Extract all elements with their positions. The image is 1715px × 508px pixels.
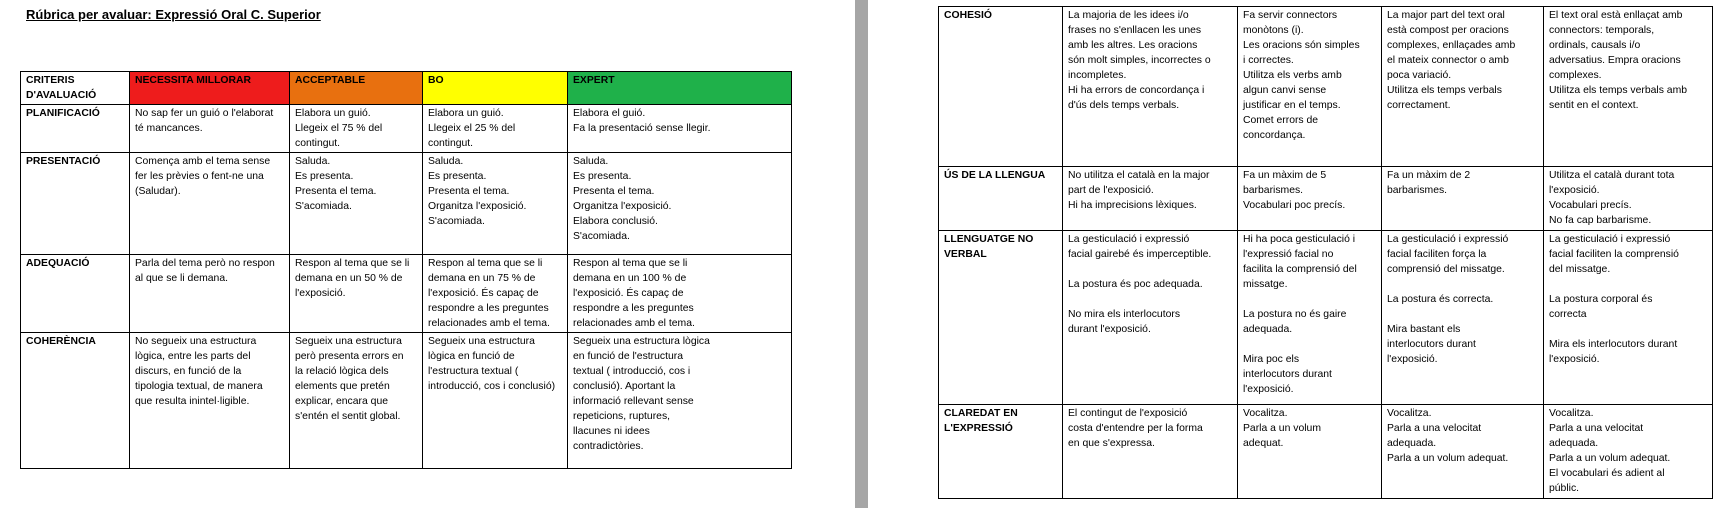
header-row [21, 72, 792, 105]
rubric-cell: Fa un màxim de 2 barbarismes. [1382, 167, 1544, 231]
rubric-cell: Segueix una estructura lògica en funció de l'estructura textual ( introducció, cos i conclusió). Aportant la informació rellevant sense repeticions, ruptures, llacunes ni idees contradictòries. [568, 333, 792, 469]
table-row [939, 7, 1713, 167]
rubric-cell: La gesticulació i expressió facial gairebé és imperceptible. La postura és poc adequada. No mira els interlocutors durant l'exposició. [1063, 231, 1238, 405]
rubric-cell: Respon al tema que se li demana en un 100 % de l'exposició. És capaç de respondre a les preguntes relacionades amb el tema. [568, 255, 792, 333]
rubric-cell: Fa un màxim de 5 barbarismes. Vocabulari poc precís. [1238, 167, 1382, 231]
header-bo: BO [423, 72, 568, 105]
rubric-cell: El text oral està enllaçat amb connectors: temporals, ordinals, causals i/o adversatius. Empra oracions complexes. Utilitza els temps verbals amb sentit en el context. [1544, 7, 1713, 167]
rubric-cell: Vocalitza. Parla a un volum adequat. [1238, 405, 1382, 499]
rubric-cell: Vocalitza. Parla a una velocitat adequada. Parla a un volum adequat. El vocabulari és adient al públic. [1544, 405, 1713, 499]
rubric-cell: La gesticulació i expressió facial faciliten la comprensió del missatge. La postura corporal és correcta Mira els interlocutors durant l'exposició. [1544, 231, 1713, 405]
rubric-cell: El contingut de l'exposició costa d'entendre per la forma en que s'expressa. [1063, 405, 1238, 499]
header-acceptable: ACCEPTABLE [290, 72, 423, 105]
rubric-cell: Saluda. Es presenta. Presenta el tema. Organitza l'exposició. Elabora conclusió. S'acomiada. [568, 153, 792, 255]
table-row [21, 153, 792, 255]
rubric-table-part-2 [938, 6, 1713, 499]
rubric-cell: No sap fer un guió o l'elaborat té mancances. [130, 105, 290, 153]
rubric-cell: Vocalitza. Parla a una velocitat adequada. Parla a un volum adequat. [1382, 405, 1544, 499]
rubric-cell: Elabora un guió. Llegeix el 75 % del contingut. [290, 105, 423, 153]
header-necessita-millorar: NECESSITA MILLORAR [130, 72, 290, 105]
table-row [21, 105, 792, 153]
table-row [939, 405, 1713, 499]
table-row [939, 167, 1713, 231]
header-criteris: CRITERIS D'AVALUACIÓ [21, 72, 130, 105]
rubric-cell: La gesticulació i expressió facial faciliten força la comprensió del missatge. La postura és correcta. Mira bastant els interlocutors durant l'exposició. [1382, 231, 1544, 405]
document-title: Rúbrica per avaluar: Expressió Oral C. Superior [26, 7, 321, 22]
rubric-cell: Respon al tema que se li demana en un 50 % de l'exposició. [290, 255, 423, 333]
table-row [21, 333, 792, 469]
criterion-cell: PLANIFICACIÓ [21, 105, 130, 153]
criterion-cell: ÚS DE LA LLENGUA [939, 167, 1063, 231]
rubric-cell: Segueix una estructura però presenta errors en la relació lògica dels elements que pretén explicar, encara que s'entén el sentit global. [290, 333, 423, 469]
rubric-cell: No utilitza el català en la major part de l'exposició. Hi ha imprecisions lèxiques. [1063, 167, 1238, 231]
rubric-cell: Hi ha poca gesticulació i l'expressió facial no facilita la comprensió del missatge. La postura no és gaire adequada. Mira poc els interlocutors durant l'exposició. [1238, 231, 1382, 405]
page-gutter [855, 0, 868, 508]
rubric-cell: La major part del text oral està compost per oracions complexes, enllaçades amb el mateix connector o amb poca variació. Utilitza els temps verbals correctament. [1382, 7, 1544, 167]
rubric-cell: Saluda. Es presenta. Presenta el tema. Organitza l'exposició. S'acomiada. [423, 153, 568, 255]
rubric-cell: Elabora un guió. Llegeix el 25 % del contingut. [423, 105, 568, 153]
rubric-cell: Fa servir connectors monòtons (i). Les oracions són simples i correctes. Utilitza els verbs amb algun canvi sense justificar en el temps. Comet errors de concordança. [1238, 7, 1382, 167]
header-expert: EXPERT [568, 72, 792, 105]
rubric-cell: Saluda. Es presenta. Presenta el tema. S'acomiada. [290, 153, 423, 255]
rubric-cell: Respon al tema que se li demana en un 75 % de l'exposició. És capaç de respondre a les preguntes relacionades amb el tema. [423, 255, 568, 333]
rubric-cell: Comença amb el tema sense fer les prèvies o fent-ne una (Saludar). [130, 153, 290, 255]
rubric-cell: Parla del tema però no respon al que se li demana. [130, 255, 290, 333]
rubric-cell: Utilitza el català durant tota l'exposició. Vocabulari precís. No fa cap barbarisme. [1544, 167, 1713, 231]
criterion-cell: ADEQUACIÓ [21, 255, 130, 333]
criterion-cell: COHERÈNCIA [21, 333, 130, 469]
criterion-cell: COHESIÓ [939, 7, 1063, 167]
rubric-cell: Segueix una estructura lògica en funció de l'estructura textual ( introducció, cos i conclusió) [423, 333, 568, 469]
rubric-cell: La majoria de les idees i/o frases no s'enllacen les unes amb les altres. Les oracions són molt simples, incorrectes o incompletes. Hi ha errors de concordança i d'ús dels temps verbals. [1063, 7, 1238, 167]
criterion-cell: PRESENTACIÓ [21, 153, 130, 255]
table-row [939, 231, 1713, 405]
rubric-cell: Elabora el guió. Fa la presentació sense llegir. [568, 105, 792, 153]
rubric-table-part-1 [20, 71, 792, 469]
criterion-cell: CLAREDAT EN L'EXPRESSIÓ [939, 405, 1063, 499]
criterion-cell: LLENGUATGE NO VERBAL [939, 231, 1063, 405]
rubric-cell: No segueix una estructura lògica, entre les parts del discurs, en funció de la tipologia textual, de manera que resulta inintel·ligible. [130, 333, 290, 469]
table-row [21, 255, 792, 333]
